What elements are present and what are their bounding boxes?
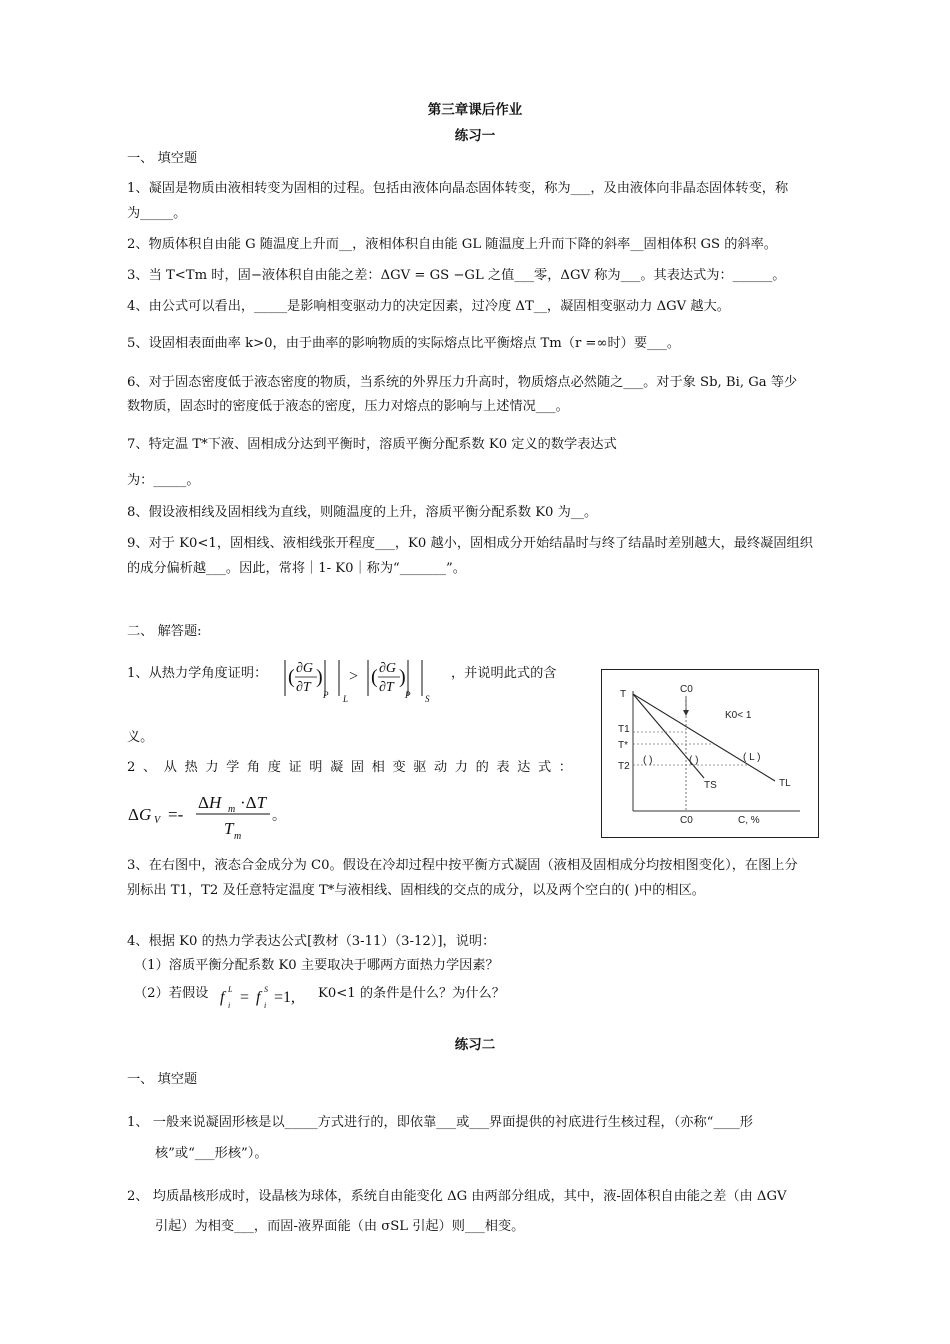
question-7-line-2: 为：_____。: [127, 473, 200, 488]
svg-text:·ΔT: ·ΔT: [240, 793, 267, 812]
svg-text:i: i: [264, 1001, 267, 1010]
svg-text:∂G: ∂G: [296, 661, 314, 676]
question-8: 8、假设液相线及固相线为直线，则随温度的上升，溶质平衡分配系数 K0 为__。: [127, 505, 598, 520]
svg-text:f: f: [220, 989, 225, 1006]
section-answer-heading: 二、 解答题:: [127, 624, 202, 639]
document-title: 第三章课后作业: [427, 102, 523, 118]
svg-text:V: V: [154, 815, 161, 826]
label-TL: TL: [779, 778, 791, 789]
answer-question-1-tail: 义。: [127, 730, 154, 745]
activity-coefficient-formula-drawing: [218, 978, 308, 1014]
liquidus-line: [633, 694, 775, 781]
answer-question-4-part-2-suffix: K0<1 的条件是什么？为什么？: [318, 986, 505, 1001]
exercise-2-question-2-line-2: 引起）为相变___，而固-液界面能（由 σSL 引起）则___相变。: [155, 1219, 525, 1234]
svg-text:L: L: [228, 985, 233, 994]
svg-text:∂T: ∂T: [296, 680, 311, 695]
label-C0-bottom: C0: [680, 815, 693, 826]
svg-text:=: =: [240, 989, 250, 1006]
svg-text:i: i: [228, 1001, 231, 1010]
question-6-line-1: 6、对于固态密度低于液态密度的物质，当系统的外界压力升高时，物质熔点必然随之___。对于象 Sb, Bi, Ga 等少: [127, 375, 798, 390]
section-fill-blank-heading: 一、 填空题: [127, 151, 198, 166]
answer-question-3-line-2: 别标出 T1，T2 及任意特定温度 T*与液相线、固相线的交点的成分，以及两个空白的( )中的相区。: [127, 883, 705, 898]
svg-text:): ): [399, 666, 406, 688]
label-T1: T1: [618, 724, 630, 735]
label-blank-region-2: ( ): [689, 755, 699, 766]
svg-text:>: >: [349, 668, 359, 685]
question-9-line-1: 9、对于 K0<1，固相线、液相线张开程度___，K0 越小，固相成分开始结晶时与终了结晶时差别越大，最终凝固组织: [127, 536, 813, 551]
phase-diagram-drawing: [602, 670, 820, 839]
question-3: 3、当 T<Tm 时，固−液体积自由能之差：ΔGV = GS −GL 之值___零，ΔGV 称为___。其表达式为：______。: [127, 268, 786, 283]
svg-text:。: 。: [272, 809, 286, 824]
activity-coefficient-formula: [218, 978, 308, 1014]
svg-text:ΔG: ΔG: [128, 805, 152, 824]
svg-text:S: S: [264, 985, 268, 994]
svg-text:m: m: [228, 804, 236, 815]
label-C0-top: C0: [680, 684, 693, 695]
label-T2: T2: [618, 761, 630, 772]
question-5: 5、设固相表面曲率 k>0，由于曲率的影响物质的实际熔点比平衡熔点 Tm（r =∞时）要___。: [127, 336, 681, 351]
svg-text:S: S: [425, 694, 430, 704]
answer-question-4: 4、根据 K0 的热力学表达公式[教材（3-11）（3-12）]，说明：: [127, 934, 496, 949]
question-4: 4、由公式可以看出，_____是影响相变驱动力的决定因素，过冷度 ΔT__，凝固相变驱动力 ΔGV 越大。: [127, 299, 730, 314]
c0-arrow-icon: [683, 710, 689, 716]
answer-question-1-prefix: 1、从热力学角度证明：: [127, 666, 268, 681]
label-Tstar: T*: [618, 740, 628, 751]
label-blank-region-1: ( ): [643, 755, 653, 766]
svg-text:(: (: [371, 666, 378, 688]
question-2: 2、物质体积自由能 G 随温度上升而__，液相体积自由能 GL 随温度上升而下降的斜率__固相体积 GS 的斜率。: [127, 237, 777, 252]
driving-force-formula-drawing: [128, 790, 298, 842]
answer-question-4-part-1: （1）溶质平衡分配系数 K0 主要取决于哪两方面热力学因素？: [134, 958, 499, 973]
exercise-2-question-2-line-1: 2、 均质晶核形成时，设晶核为球体，系统自由能变化 ΔG 由两部分组成，其中，液-固体积自由能之差（由 ΔGV: [127, 1189, 787, 1204]
svg-text:∂G: ∂G: [379, 661, 397, 676]
svg-text:=1,: =1,: [274, 989, 296, 1006]
svg-text:L: L: [343, 694, 349, 704]
label-liquid-region: ( L ): [743, 752, 761, 763]
question-7-line-1: 7、特定温 T*下液、固相成分达到平衡时，溶质平衡分配系数 K0 定义的数学表达式: [127, 437, 617, 452]
svg-text:P: P: [323, 690, 329, 700]
svg-text:): ): [316, 666, 323, 688]
question-9-line-2: 的成分偏析越___。因此，常将｜1- K0｜称为“_______”。: [127, 561, 466, 576]
svg-text:(: (: [288, 666, 295, 688]
exercise-2-question-1-line-2: 核”或“___形核”）。: [155, 1146, 268, 1161]
answer-question-1-suffix: ，并说明此式的含: [451, 666, 557, 681]
question-1-line-2: 为_____。: [127, 206, 187, 221]
driving-force-formula: [128, 790, 298, 842]
label-TS: TS: [704, 780, 717, 791]
question-6-line-2: 数物质，固态时的密度低于液态的密度，压力对熔点的影响与上述情况___。: [127, 399, 569, 414]
exercise-1-heading: 练习一: [454, 128, 496, 144]
exercise-2-heading: 练习二: [454, 1037, 496, 1053]
question-1-line-1: 1、凝固是物质由液相转变为固相的过程。包括由液体向晶态固体转变，称为___，及由液体向非晶态固体转变，称: [127, 181, 789, 196]
svg-text:f: f: [256, 989, 261, 1006]
svg-text:P: P: [405, 690, 411, 700]
answer-question-4-part-2-prefix: （2）若假设: [134, 986, 209, 1001]
phase-diagram: [601, 669, 819, 838]
svg-text:ΔH: ΔH: [198, 793, 222, 812]
label-composition-axis: C, %: [738, 815, 760, 826]
exercise-2-question-1-line-1: 1、 一般来说凝固形核是以_____方式进行的，即依靠___或___界面提供的衬底进行生核过程，（亦称“____形: [127, 1115, 753, 1130]
svg-text:∂T: ∂T: [379, 680, 394, 695]
partial-derivative-inequality-drawing: [283, 656, 443, 706]
svg-text:T: T: [224, 819, 234, 838]
partial-derivative-inequality-formula: [283, 656, 443, 706]
label-K0: K0< 1: [725, 710, 752, 721]
answer-question-3-line-1: 3、在右图中，液态合金成分为 C0。假设在冷却过程中按平衡方式凝固（液相及固相成分均按相图变化），在图上分: [127, 858, 798, 873]
label-T: T: [620, 689, 627, 700]
svg-text:=-: =-: [168, 805, 184, 824]
section-2-fill-blank-heading: 一、 填空题: [127, 1072, 198, 1087]
answer-question-2: 2、从热力学角度证明凝固相变驱动力的表达式：: [127, 760, 580, 775]
svg-text:m: m: [234, 831, 242, 842]
